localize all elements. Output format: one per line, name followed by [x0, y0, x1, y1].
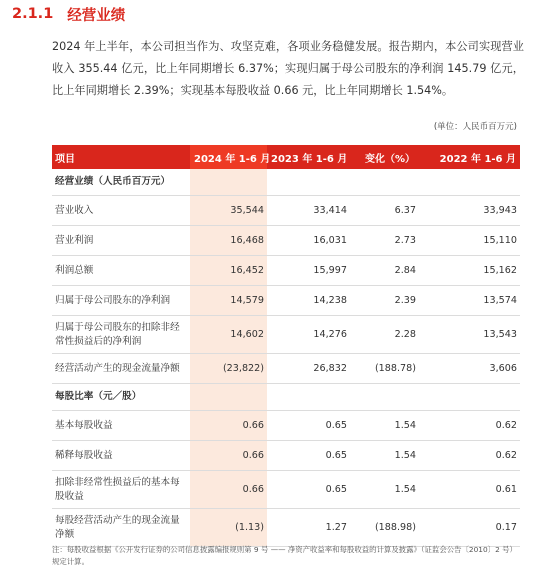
value-2024: (1.13): [190, 509, 267, 547]
value-2022: 13,574: [419, 286, 520, 316]
value-change: 2.73: [350, 226, 419, 256]
row-label: 营业收入: [52, 196, 190, 226]
table-row: [52, 286, 520, 316]
header-2022: 2022 年 1-6 月: [419, 145, 520, 169]
value-2024: 0.66: [190, 411, 267, 441]
row-label: 经营活动产生的现金流量净额: [52, 354, 190, 384]
table-row: [52, 316, 520, 354]
value-change: 1.54: [350, 471, 419, 509]
value-2023: 26,832: [267, 354, 350, 384]
unit-note: (单位：人民币百万元): [433, 122, 517, 132]
row-label: 扣除非经常性损益后的基本每股收益: [52, 471, 190, 509]
value-2024: 0.66: [190, 441, 267, 471]
section-title: 经营业绩: [67, 7, 126, 24]
value-change: 6.37: [350, 196, 419, 226]
value-change: (188.98): [350, 509, 419, 547]
table-row: [52, 354, 520, 384]
footnote: 注：每股收益根据《公开发行证券的公司信息披露编报规则第 9 号 —— 净资产收益率和每股收益的计算及披露》（证监会公告〔2010〕2 号）规定计算。: [52, 545, 517, 566]
value-2023: 16,031: [267, 226, 350, 256]
performance-table: [52, 145, 520, 547]
section-number: 2.1.1: [12, 6, 54, 22]
value-2022: 15,110: [419, 226, 520, 256]
table-row: [52, 471, 520, 509]
value-2024: 0.66: [190, 471, 267, 509]
section-label: 经营业绩（人民币百万元）: [52, 169, 190, 196]
value-2022: 13,543: [419, 316, 520, 354]
value-2022: 0.61: [419, 471, 520, 509]
header-2024: 2024 年 1-6 月: [190, 145, 267, 169]
value-2024: 16,468: [190, 226, 267, 256]
table-row: [52, 196, 520, 226]
section-label: 每股比率（元／股）: [52, 384, 190, 411]
value-2024: (23,822): [190, 354, 267, 384]
value-2022: 0.62: [419, 411, 520, 441]
value-2023: 33,414: [267, 196, 350, 226]
value-2022: 15,162: [419, 256, 520, 286]
table-header-row: [52, 145, 520, 169]
value-2023: 0.65: [267, 441, 350, 471]
row-label: 每股经营活动产生的现金流量净额: [52, 509, 190, 547]
row-label: 利润总额: [52, 256, 190, 286]
value-2024: 35,544: [190, 196, 267, 226]
table-row: [52, 256, 520, 286]
value-2023: 0.65: [267, 471, 350, 509]
value-2024: 14,602: [190, 316, 267, 354]
header-2023: 2023 年 1-6 月: [267, 145, 350, 169]
value-2023: 14,238: [267, 286, 350, 316]
intro-paragraph: 2024 年上半年，本公司担当作为、攻坚克难，各项业务稳健发展。报告期内，本公司实现营业收入 355.44 亿元，比上年同期增长 6.37%；实现归属于母公司股东的净利润 145.79 亿元，比上年同期增长 2.39%；实现基本每股收益 0.66 元，比上年同期增长 1.54%。: [52, 40, 524, 97]
row-label: 基本每股收益: [52, 411, 190, 441]
table-row: [52, 226, 520, 256]
value-change: 1.54: [350, 411, 419, 441]
row-label: 营业利润: [52, 226, 190, 256]
value-2023: 15,997: [267, 256, 350, 286]
table-row: [52, 441, 520, 471]
section-row-per-share: [52, 384, 520, 411]
row-label: 归属于母公司股东的扣除非经常性损益后的净利润: [52, 316, 190, 354]
value-2022: 3,606: [419, 354, 520, 384]
performance-table-wrapper: [52, 145, 520, 547]
section-heading: [12, 3, 125, 25]
value-2023: 0.65: [267, 411, 350, 441]
value-change: 2.84: [350, 256, 419, 286]
value-2024: 16,452: [190, 256, 267, 286]
value-change: 2.39: [350, 286, 419, 316]
row-label: 归属于母公司股东的净利润: [52, 286, 190, 316]
section-row-performance: [52, 169, 520, 196]
value-2023: 1.27: [267, 509, 350, 547]
value-change: 1.54: [350, 441, 419, 471]
value-2023: 14,276: [267, 316, 350, 354]
value-change: (188.78): [350, 354, 419, 384]
header-change: 变化（%）: [350, 145, 419, 169]
value-2022: 0.62: [419, 441, 520, 471]
value-2024: 14,579: [190, 286, 267, 316]
table-row: [52, 411, 520, 441]
table-row: [52, 509, 520, 547]
value-2022: 0.17: [419, 509, 520, 547]
value-change: 2.28: [350, 316, 419, 354]
value-2022: 33,943: [419, 196, 520, 226]
row-label: 稀释每股收益: [52, 441, 190, 471]
header-item: 项目: [52, 145, 190, 169]
